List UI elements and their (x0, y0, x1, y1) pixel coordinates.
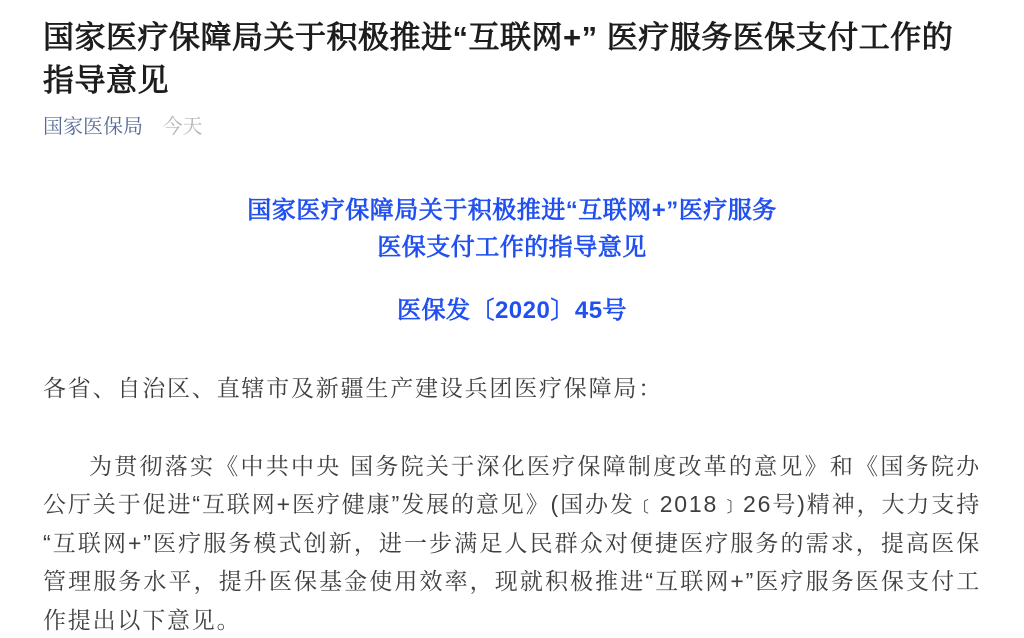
document-heading-line1: 国家医疗保障局关于积极推进“互联网+”医疗服务 (247, 197, 777, 224)
publish-time: 今天 (162, 116, 203, 138)
article-title: 国家医疗保障局关于积极推进“互联网+” 医疗服务医保支付工作的指导意见 (43, 20, 954, 98)
salutation: 各省、自治区、直辖市及新疆生产建设兵团医疗保障局： (43, 375, 663, 401)
article-content (0, 16, 1024, 638)
document-heading (43, 192, 981, 266)
body-paragraph: 为贯彻落实《中共中央 国务院关于深化医疗保障制度改革的意见》和《国务院办公厅关于促进“互联网+医疗健康”发展的意见》(国办发﹝2018﹞26号)精神，大力支持“互联网+”医疗服务模式创新，进一步满足人民群众对便捷医疗服务的需求，提高医保管理服务水平，提升医保基金使用效率，现就积极推进“互联网+”医疗服务医保支付工作提出以下意见。 (43, 452, 981, 633)
document-heading-line2: 医保支付工作的指导意见 (377, 234, 647, 261)
byline (43, 114, 981, 140)
document-number: 医保发〔2020〕45号 (396, 297, 628, 324)
account-name-link[interactable]: 国家医保局 (43, 116, 143, 138)
